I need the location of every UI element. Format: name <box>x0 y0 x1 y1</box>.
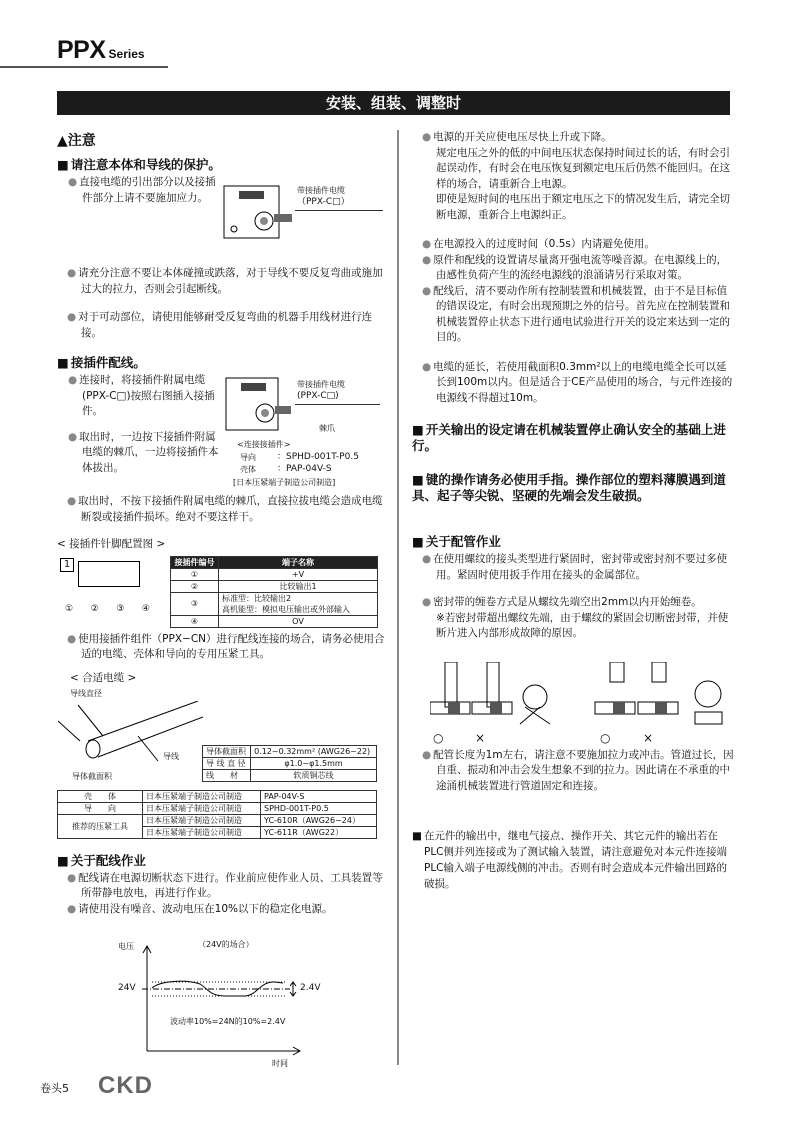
r-heading-1: ■ 开关输出的设定请在机械装置停止确认安全的基础上进行。 <box>412 422 734 454</box>
cell: YC-611R（AWG22） <box>261 826 377 838</box>
table-row <box>203 757 377 769</box>
sensor-illustration-2 <box>223 373 293 435</box>
s2-fig-model: (PPX-C□) <box>297 391 339 401</box>
cell: SPHD-001T-P0.5 <box>261 802 377 814</box>
conn-title: <连接接插件> <box>237 440 291 449</box>
pin-header: 端子名称 <box>219 556 378 568</box>
s3-title: ■ 关于配线作业 <box>57 853 387 869</box>
s2-bullets <box>68 373 220 476</box>
column-divider <box>397 130 399 1065</box>
cell: 推荐的压紧工具 <box>58 814 143 838</box>
cable-spec-table <box>202 745 377 782</box>
cell: ④ <box>171 615 219 627</box>
series-title <box>57 36 145 65</box>
connector-kit-bullet: ● 使用接插件组件（PPX−CN）进行配线连接的场合，请务必使用合适的电缆、壳体和导向的专用压紧工具。 <box>67 632 387 663</box>
s2-bullet-2: ● 取出时，一边按下接插件附属电缆的棘爪，一边将接插件本体拔出。 <box>68 430 220 477</box>
area-label: 导体截面积 <box>72 771 112 781</box>
pin-block <box>57 556 387 628</box>
page-number: 卷头5 <box>40 1082 69 1095</box>
pin-label: ④ <box>141 603 150 614</box>
band-label: 2.4V <box>300 983 321 993</box>
cell: 壳 体 <box>58 790 143 802</box>
dia-label: 导线直径 <box>70 688 102 698</box>
s2-title: ■ 接插件配线。 <box>57 355 387 371</box>
s1-bullet-3: ● 对于可动部位，请使用能够耐受反复弯曲的机器手用线材进行连接。 <box>67 310 387 341</box>
connector-number-box: 1 <box>60 558 74 572</box>
cell: YC-610R（AWG26~24） <box>261 814 377 826</box>
s1-bullet-1: ● 直接电缆的引出部分以及接插件部分上请不要施加应力。 <box>68 175 218 206</box>
right-column <box>412 130 734 892</box>
wire-label: 导线 <box>163 751 179 761</box>
s2-block <box>57 373 387 491</box>
piping-figure <box>412 662 734 748</box>
r-bullet-2: ● 在电源投入的过度时间（0.5s）内请避免使用。 <box>422 237 734 253</box>
cell: 导 向 <box>58 802 143 814</box>
r-bullet-1-para-2: 即使是短时间的电压出于额定电压之下的情况发生后，请完全切断电源，重新合上电源纠正。 <box>436 193 730 221</box>
r-bullet-4: ● 配线后，清不要动作所有控制装置和机械装置，由于不是目标值的错误设定，有时会出现预期之外的信号。首先应在控制装置和机械装置停止状态下进行通电试验进行开关的设定来达到一定的目的。 <box>422 284 734 346</box>
cell: 日本压紧端子制造公司制造 <box>143 826 261 838</box>
r-bullet-5: ● 电缆的延长，若使用截面积0.3mm²以上的电缆电缆全长可以延长到100m以内。但是适合于CE产品使用的场合，与元件连接的电源线不得超过10m。 <box>422 360 734 407</box>
cell: 比较输出1 <box>219 580 378 592</box>
ng-mark: × <box>643 730 654 745</box>
cell: 软质铜芯线 <box>251 769 377 781</box>
table-row <box>171 592 378 615</box>
pin-connector-diagram <box>60 558 150 618</box>
series-main: PPX <box>57 36 106 64</box>
table-row <box>171 615 378 627</box>
sealant-bottle <box>652 662 666 682</box>
leader-line <box>295 404 380 405</box>
pin-header: 接插件编号 <box>171 556 219 568</box>
level-label: 24V <box>118 983 136 993</box>
cell: +V <box>219 568 378 580</box>
s2-fig-label: 带接插件电缆 <box>297 380 345 389</box>
r-heading-3: ■ 关于配管作业 <box>412 534 734 550</box>
ripple-diagram <box>100 931 360 1071</box>
header-rule <box>0 66 168 68</box>
xlabel: 时间 <box>272 1059 288 1068</box>
r-pipe-bullet-3: ● 配管长度为1m左右，请注意不要施加拉力或冲击。管道过长，因自重、振动和冲击会发生想象不到的拉力。因此请在不承重的中途涌机械装置进行管道固定和连接。 <box>422 748 734 795</box>
ok-mark: ○ <box>433 730 444 745</box>
r-bullet-3: ● 原件和配线的设置请尽量离开强电流等噪音源。在电源线上的，由感性负荷产生的流经电源线的浪涌请另行采取对策。 <box>422 253 734 284</box>
guide-value: ：SPHD-001T-P0.5 <box>277 452 359 462</box>
pin-label: ② <box>90 603 99 614</box>
r-pipe-bullet-2: ● 密封带的缠卷方式是从螺纹先端空出2mm以内开始缠卷。 <box>422 595 734 611</box>
warning-icon: ▲ <box>57 133 68 149</box>
housing-value: ：PAP-04V-S <box>277 464 332 474</box>
pin-label: ① <box>65 603 74 614</box>
section-title-bar: 安装、组装、调整时 <box>57 91 730 115</box>
s1-title: ■ 请注意本体和导线的保护。 <box>57 157 387 173</box>
ckd-logo: CKD <box>98 1072 153 1099</box>
cell: 日本压紧端子制造公司制造 <box>143 790 261 802</box>
r-heading-2: ■ 键的操作请务必使用手指。操作部位的塑料薄膜遇到道具、起子等尖锐、坚硬的先端会发生破损。 <box>412 472 734 504</box>
caution-heading <box>57 132 387 150</box>
latch-label: 棘爪 <box>319 424 335 433</box>
cell: 标准型：比较输出2 高机能型：模拟电压输出或外部输入 <box>219 592 378 615</box>
r-bullet-1: ● 电源的开关应使电压尽快上升或下降。 <box>422 130 734 146</box>
s1-fig-label: 带接插件电缆 <box>297 186 345 195</box>
case-label: （24V的场合） <box>198 940 254 949</box>
sealant-bottle <box>610 662 624 682</box>
cable-title: < 合适电缆 > <box>70 671 137 684</box>
table-row <box>203 769 377 781</box>
caution-label: 注意 <box>67 133 96 149</box>
cell: ③ <box>171 592 219 615</box>
ripple-graph <box>100 931 360 1071</box>
cell: 0.12~0.32mm² (AWG26~22) <box>251 745 377 757</box>
series-sub: Series <box>108 47 145 61</box>
table-row <box>171 580 378 592</box>
table-row <box>58 790 377 802</box>
cable-block <box>57 671 387 847</box>
cell: 日本压紧端子制造公司制造 <box>143 802 261 814</box>
table-row <box>171 568 378 580</box>
ylabel: 电压 <box>118 942 134 951</box>
cell: ② <box>171 580 219 592</box>
ng-mark: × <box>475 730 486 745</box>
pin-label: ③ <box>116 603 125 614</box>
table-row <box>58 802 377 814</box>
cell: φ1.0~φ1.5mm <box>251 757 377 769</box>
sensor-illustration-1 <box>219 181 294 241</box>
s1-bullet-2: ● 请充分注意不要让本体碰撞或跌落，对于导线不要反复弯曲或施加过大的拉力，否则会引起断线。 <box>67 266 387 297</box>
table-row <box>58 814 377 826</box>
piping-illustration <box>430 662 730 728</box>
cell: ① <box>171 568 219 580</box>
housing-label: 壳体 <box>240 465 256 474</box>
ripple-formula: 波动率10%=24N的10%=2.4V <box>170 1017 286 1026</box>
guide-label: 导向 <box>240 453 256 462</box>
maker-note: [日本压紧端子制造公司制造] <box>233 478 336 487</box>
cable-illustration <box>58 701 203 763</box>
cell: PAP-04V-S <box>261 790 377 802</box>
s2-bullet-3: ● 取出时，不按下接插件附属电缆的棘爪，直接拉拔电缆会造成电缆断裂或接插件损坏。绝对不要这样干。 <box>67 494 387 525</box>
s1-fig-model: （PPX-C□） <box>297 197 350 207</box>
pin-title: < 接插件针脚配置图 > <box>57 538 166 550</box>
s1-block <box>57 175 387 260</box>
cartoon-figure <box>523 685 547 709</box>
r-heading-4: ■ 在元件的输出中，继电气接点、操作开关、其它元件的输出若在PLC侧并列连接或为了测试输入装置，请注意避免对本元件连接端PLC输入端子电源线侧的冲击。否则有时会造成本元件输出回路的破损。 <box>412 828 734 892</box>
cartoon-figure <box>695 681 721 707</box>
cell: 导 线 直 径 <box>203 757 251 769</box>
r-pipe-note: ※若密封带超出螺纹先端，由于螺纹的紧固会切断密封带，并使断片进入内部形成故障的原因。 <box>436 611 729 639</box>
left-column <box>57 132 387 1071</box>
pin-table <box>170 556 378 628</box>
cell: OV <box>219 615 378 627</box>
r-pipe-bullet-1: ● 在使用螺纹的接头类型进行紧固时，密封带或密封剂不要过多使用。紧固时使用扳手作用在接头的金属部位。 <box>422 552 734 583</box>
ok-mark: ○ <box>600 730 611 745</box>
cell: 线 材 <box>203 769 251 781</box>
cell: 导体截面积 <box>203 745 251 757</box>
s2-bullet-1: ● 连接时，将接插件附属电缆 (PPX-C□)按照右图插入接插件。 <box>68 373 220 420</box>
cell: 日本压紧端子制造公司制造 <box>143 814 261 826</box>
parts-table <box>57 790 377 839</box>
leader-line <box>295 210 383 211</box>
s3-bullet-1: ● 配线请在电源切断状态下进行。作业前应使作业人员、工具装置等所带静电放电，再进行作业。 <box>67 871 387 902</box>
s3-bullet-2: ● 请使用没有噪音、波动电压在10%以下的稳定化电源。 <box>67 902 387 918</box>
r-bullet-1-para-1: 规定电压之外的低的中间电压状态保持时间过长的话，有时会引起误动作，有时会在电压恢复到额定电压后仍然不能回归。在这样的场合，请重新合上电源。 <box>436 146 730 190</box>
pin-labels <box>65 604 150 614</box>
table-row <box>203 745 377 757</box>
